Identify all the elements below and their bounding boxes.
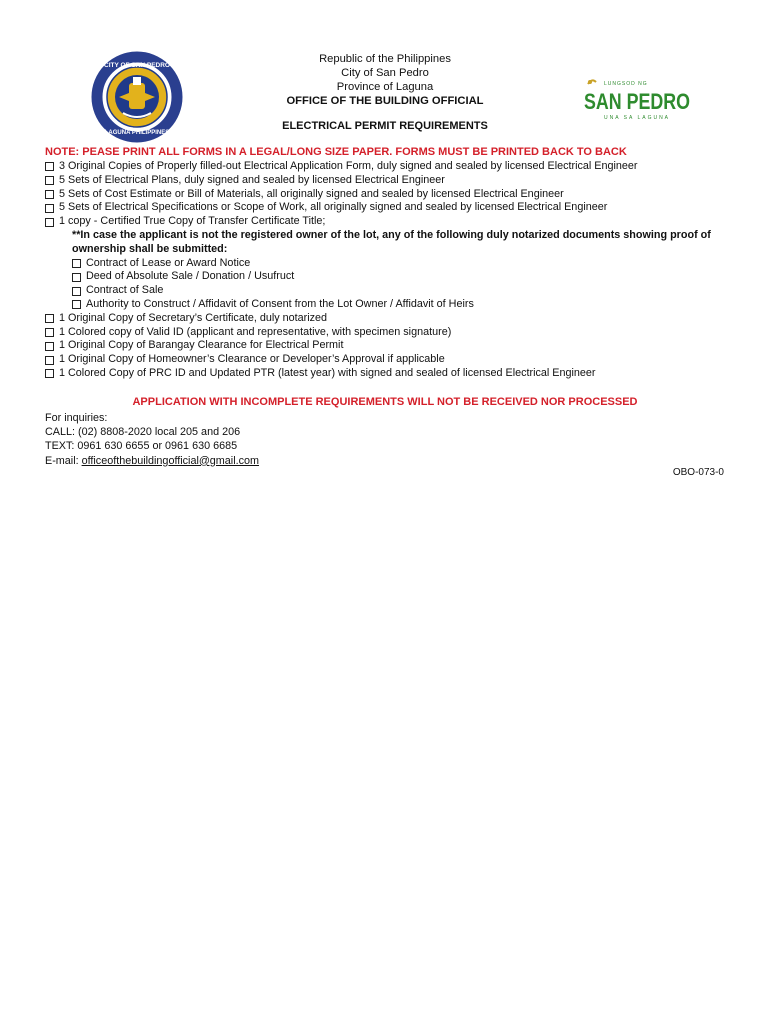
requirement-item (45, 188, 745, 202)
print-note: NOTE: PEASE PRINT ALL FORMS IN A LEGAL/LONG SIZE PAPER. FORMS MUST BE PRINTED BACK TO BACK (45, 146, 627, 158)
contact-call: CALL: (02) 8808-2020 local 205 and 206 (45, 426, 241, 439)
checkbox[interactable] (45, 218, 54, 227)
san-pedro-brand-logo (582, 76, 694, 122)
ownership-doc-item (45, 257, 745, 271)
header-province: Province of Laguna (336, 81, 434, 93)
ownership-doc-label: Authority to Construct / Affidavit of Consent from the Lot Owner / Affidavit of Heirs (86, 297, 474, 310)
requirement-label: 1 Original Copy of Secretary’s Certificate, duly notarized (59, 311, 328, 324)
checkbox[interactable] (45, 328, 54, 337)
brand-tagline-top: LUNGSOD NG (604, 81, 648, 87)
requirement-item (45, 353, 745, 367)
ownership-doc-label: Contract of Sale (86, 284, 164, 297)
ownership-doc-label: Contract of Lease or Award Notice (86, 256, 251, 269)
checkbox[interactable] (45, 204, 54, 213)
requirement-label: 5 Sets of Cost Estimate or Bill of Materials, all originally signed and sealed by licensed Electrical Engineer (59, 187, 564, 200)
ownership-doc-item (45, 298, 745, 312)
contact-text: TEXT: 0961 630 6655 or 0961 630 6685 (45, 440, 238, 453)
requirement-label: 1 Original Copy of Barangay Clearance for Electrical Permit (59, 339, 344, 352)
requirement-label: 1 Colored Copy of PRC ID and Updated PTR (latest year) with signed and sealed of licensed Electrical Engineer (59, 366, 596, 379)
incomplete-warning: APPLICATION WITH INCOMPLETE REQUIREMENTS WILL NOT BE RECEIVED NOR PROCESSED (132, 396, 638, 408)
requirement-item (45, 339, 745, 353)
requirements-checklist (45, 160, 745, 381)
requirement-item (45, 174, 745, 188)
contact-email-link[interactable]: officeofthebuildingofficial@gmail.com (81, 454, 260, 467)
header-office: OFFICE OF THE BUILDING OFFICIAL (286, 95, 484, 107)
requirement-label: 3 Original Copies of Properly filled-out Electrical Application Form, duly signed and sealed by licensed Electrical Engineer (59, 160, 638, 172)
checkbox[interactable] (45, 356, 54, 365)
seal-text-bottom: LAGUNA PHILIPPINES (104, 130, 170, 136)
contact-email-row (45, 454, 259, 468)
contact-heading: For inquiries: (45, 412, 108, 424)
ownership-doc-item (45, 284, 745, 298)
brand-name: SAN PEDRO (584, 89, 690, 114)
checkbox[interactable] (45, 162, 54, 171)
requirement-label: 5 Sets of Electrical Specifications or Scope of Work, all originally signed and sealed by licensed Electrical Engineer (59, 201, 608, 214)
form-code: OBO-073-0 (672, 467, 724, 478)
ownership-doc-label: Deed of Absolute Sale / Donation / Usufruct (86, 270, 295, 283)
header-city: City of San Pedro (341, 67, 429, 79)
document-title: ELECTRICAL PERMIT REQUIREMENTS (282, 120, 488, 132)
seal-text-top: CITY OF SAN PEDRO (104, 62, 170, 69)
document-header (230, 52, 540, 108)
checkbox[interactable] (45, 190, 54, 199)
brand-tagline-bottom: UNA SA LAGUNA (604, 115, 671, 121)
requirement-label: 1 copy - Certified True Copy of Transfer Certificate Title; (59, 215, 326, 228)
checkbox[interactable] (72, 287, 81, 296)
requirement-item (45, 326, 745, 340)
ownership-doc-item (45, 270, 745, 284)
requirement-item (45, 215, 745, 229)
city-seal-logo (93, 53, 181, 141)
ownership-note: **In case the applicant is not the registered owner of the lot, any of the following duly notarized documents showing proof of ownership shall be submitted: (72, 228, 711, 255)
checkbox[interactable] (45, 369, 54, 378)
checkbox[interactable] (72, 273, 81, 282)
requirement-item (45, 160, 745, 174)
requirement-item (45, 312, 745, 326)
checkbox[interactable] (45, 176, 54, 185)
requirement-label: 5 Sets of Electrical Plans, duly signed and sealed by licensed Electrical Engineer (59, 173, 445, 186)
requirement-label: 1 Colored copy of Valid ID (applicant and representative, with specimen signature) (59, 325, 452, 338)
checkbox[interactable] (45, 314, 54, 323)
contact-info (45, 411, 259, 468)
requirement-item (45, 201, 745, 215)
checkbox[interactable] (72, 259, 81, 268)
requirement-item (45, 367, 745, 381)
requirement-label: 1 Original Copy of Homeowner’s Clearance or Developer’s Approval if applicable (59, 353, 445, 366)
checkbox[interactable] (45, 342, 54, 351)
contact-email-label: E-mail: (45, 454, 82, 467)
checkbox[interactable] (72, 300, 81, 309)
header-country: Republic of the Philippines (319, 53, 451, 65)
